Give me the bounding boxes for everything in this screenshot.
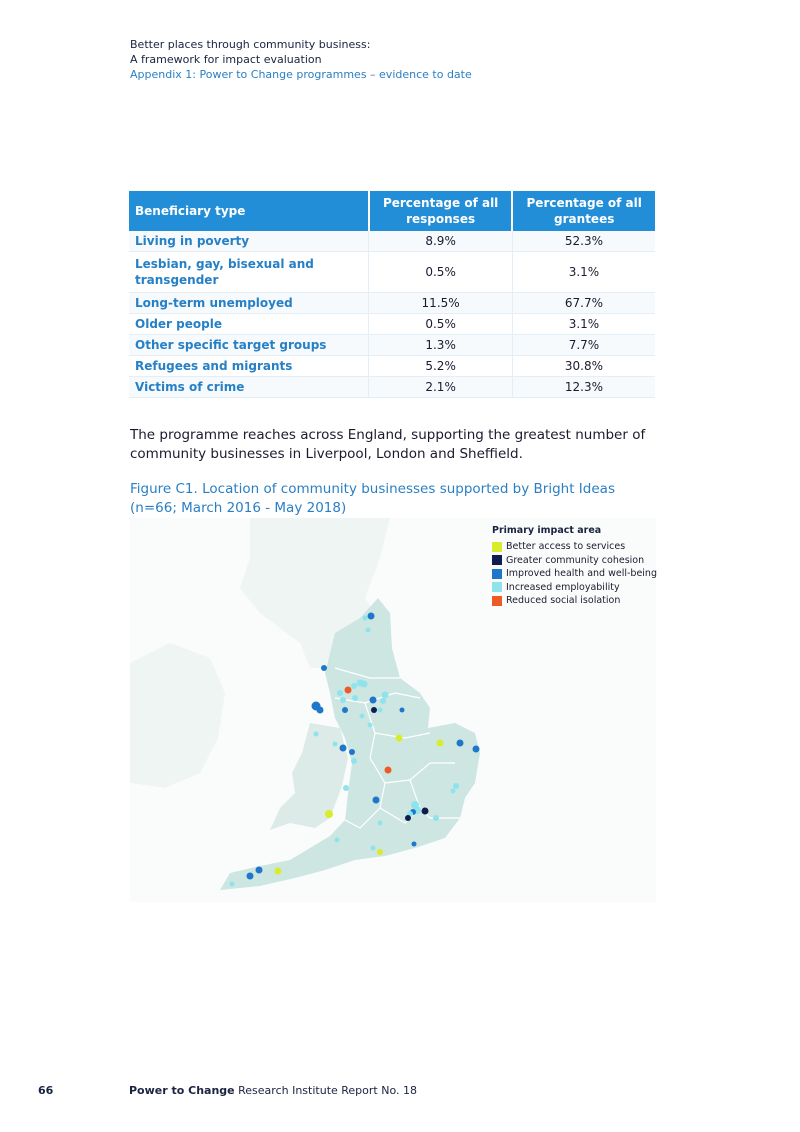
table-row [129, 314, 655, 335]
map-point-improved-health [370, 697, 377, 704]
legend-item [492, 540, 657, 554]
map-point-better-access [396, 735, 403, 742]
row-responses: 0.5% [369, 314, 513, 335]
legend-swatch [492, 542, 502, 552]
row-label: Older people [129, 314, 369, 335]
map-point-employability [382, 692, 389, 699]
row-grantees: 7.7% [512, 335, 655, 356]
map-point-employability [333, 742, 338, 747]
row-grantees: 52.3% [512, 231, 655, 252]
map-point-social-isolation [345, 687, 352, 694]
map-point-employability [363, 616, 368, 621]
legend-label: Greater community cohesion [506, 554, 645, 566]
row-responses: 0.5% [369, 252, 513, 293]
map-point-employability [361, 681, 368, 688]
map-point-employability [343, 785, 349, 791]
row-label: Victims of crime [129, 377, 369, 398]
map-point-improved-health [473, 746, 480, 753]
map-point-improved-health [457, 740, 464, 747]
table-row [129, 231, 655, 252]
map-point-employability [453, 783, 459, 789]
table-row [129, 377, 655, 398]
row-grantees: 67.7% [512, 293, 655, 314]
map-point-employability [378, 821, 383, 826]
map-point-improved-health [349, 749, 355, 755]
row-responses: 11.5% [369, 293, 513, 314]
row-grantees: 30.8% [512, 356, 655, 377]
figure-caption: Figure C1. Location of community businesses supported by Bright Ideas (n=66; March 2016 - May 2018) [130, 481, 615, 516]
map-point-employability [351, 758, 357, 764]
header-line-2: A framework for impact evaluation [130, 53, 322, 66]
legend-item [492, 554, 657, 568]
map-point-improved-health [342, 707, 348, 713]
map-point-social-isolation [385, 767, 392, 774]
legend-label: Increased employability [506, 581, 620, 593]
map-point-improved-health [400, 708, 405, 713]
table-row [129, 335, 655, 356]
page-number: 66 [38, 1084, 54, 1097]
row-label: Lesbian, gay, bisexual and transgender [129, 252, 369, 293]
legend-swatch [492, 569, 502, 579]
footer-report-title: Research Institute Report No. 18 [234, 1084, 417, 1097]
header-line-1: Better places through community business: [130, 38, 371, 51]
legend-swatch [492, 596, 502, 606]
table-header-row [129, 191, 655, 231]
legend-swatch [492, 582, 502, 592]
row-responses: 1.3% [369, 335, 513, 356]
legend-label: Reduced social isolation [506, 595, 621, 607]
map-point-better-access [325, 810, 333, 818]
row-label: Refugees and migrants [129, 356, 369, 377]
map-point-improved-health [373, 797, 380, 804]
beneficiary-table [129, 191, 655, 398]
table-row [129, 356, 655, 377]
table-row [129, 252, 655, 293]
map-point-better-access [275, 868, 282, 875]
map-point-employability [368, 723, 373, 728]
map-point-improved-health [340, 745, 347, 752]
map-point-community-cohesion [422, 808, 429, 815]
legend-label: Improved health and well-being [506, 568, 657, 580]
map-point-improved-health [412, 842, 417, 847]
table-row [129, 293, 655, 314]
legend-item [492, 567, 657, 581]
map-point-better-access [437, 740, 444, 747]
map-point-employability [314, 732, 319, 737]
header-section: Appendix 1: Power to Change programmes – evidence to date [130, 68, 472, 81]
col-header-grantees: Percentage of all grantees [512, 191, 655, 231]
col-header-responses: Percentage of all responses [369, 191, 513, 231]
map-point-employability [335, 838, 340, 843]
legend-item [492, 581, 657, 595]
map-point-employability [351, 683, 357, 689]
map-point-employability [352, 695, 358, 701]
col-header-beneficiary: Beneficiary type [129, 191, 369, 231]
running-header [130, 37, 472, 82]
legend-item [492, 594, 657, 608]
row-responses: 8.9% [369, 231, 513, 252]
footer-brand: Power to Change [129, 1084, 235, 1097]
map-point-employability [360, 714, 365, 719]
map-legend [492, 525, 657, 608]
map-point-employability [340, 697, 346, 703]
map-point-better-access [377, 849, 383, 855]
page-footer [38, 1084, 417, 1097]
map-point-improved-health [368, 613, 375, 620]
row-grantees: 3.1% [512, 252, 655, 293]
map-point-employability [337, 690, 343, 696]
map-point-employability [433, 815, 439, 821]
map-point-employability [380, 698, 386, 704]
map-point-community-cohesion [371, 707, 377, 713]
row-label: Long-term unemployed [129, 293, 369, 314]
map-point-employability [378, 708, 383, 713]
row-responses: 5.2% [369, 356, 513, 377]
map-point-employability [366, 628, 371, 633]
map-point-employability [371, 846, 376, 851]
body-paragraph: The programme reaches across England, supporting the greatest number of community businesses in Liverpool, London and Sheffield. [130, 427, 646, 462]
map-point-improved-health [317, 707, 324, 714]
legend-title: Primary impact area [492, 525, 602, 536]
map-point-community-cohesion [405, 815, 411, 821]
legend-label: Better access to services [506, 541, 626, 553]
legend-swatch [492, 555, 502, 565]
row-responses: 2.1% [369, 377, 513, 398]
map-point-improved-health [321, 665, 327, 671]
map-point-improved-health [256, 867, 263, 874]
row-grantees: 3.1% [512, 314, 655, 335]
map-point-employability [230, 882, 235, 887]
row-grantees: 12.3% [512, 377, 655, 398]
map-point-employability [451, 789, 456, 794]
row-label: Living in poverty [129, 231, 369, 252]
row-label: Other specific target groups [129, 335, 369, 356]
map-point-improved-health [247, 873, 254, 880]
